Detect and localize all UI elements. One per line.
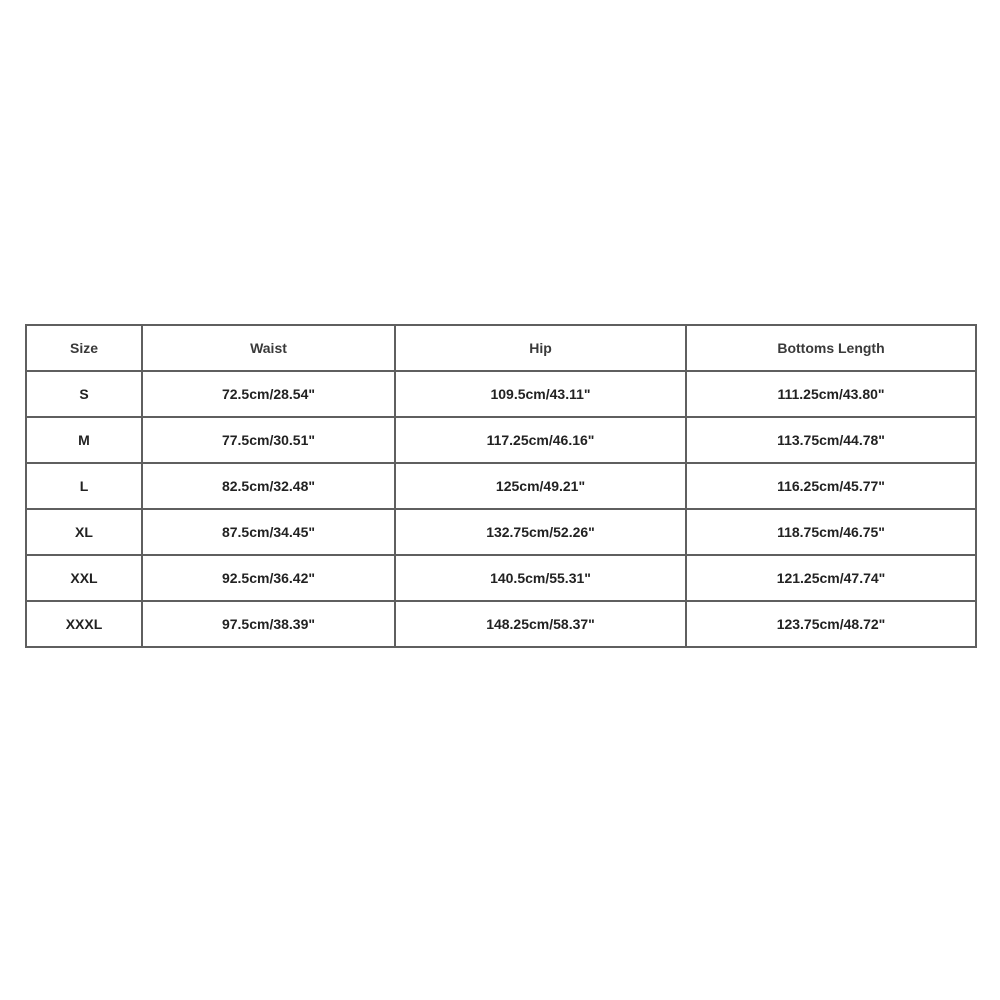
cell-hip: 109.5cm/43.11" <box>395 371 686 417</box>
header-hip: Hip <box>395 325 686 371</box>
cell-waist: 77.5cm/30.51" <box>142 417 395 463</box>
header-waist: Waist <box>142 325 395 371</box>
cell-bottoms-length: 118.75cm/46.75" <box>686 509 976 555</box>
cell-waist: 72.5cm/28.54" <box>142 371 395 417</box>
table-row <box>26 463 976 509</box>
cell-size: S <box>26 371 142 417</box>
cell-hip: 117.25cm/46.16" <box>395 417 686 463</box>
cell-hip: 148.25cm/58.37" <box>395 601 686 647</box>
cell-bottoms-length: 113.75cm/44.78" <box>686 417 976 463</box>
cell-waist: 87.5cm/34.45" <box>142 509 395 555</box>
header-bottoms-length: Bottoms Length <box>686 325 976 371</box>
cell-bottoms-length: 116.25cm/45.77" <box>686 463 976 509</box>
cell-waist: 97.5cm/38.39" <box>142 601 395 647</box>
table-row <box>26 509 976 555</box>
table-row <box>26 601 976 647</box>
header-row <box>26 325 976 371</box>
cell-hip: 140.5cm/55.31" <box>395 555 686 601</box>
size-chart-table <box>25 324 977 648</box>
cell-bottoms-length: 111.25cm/43.80" <box>686 371 976 417</box>
table-header <box>26 325 976 371</box>
table-row <box>26 371 976 417</box>
cell-bottoms-length: 121.25cm/47.74" <box>686 555 976 601</box>
cell-hip: 132.75cm/52.26" <box>395 509 686 555</box>
cell-size: XL <box>26 509 142 555</box>
header-size: Size <box>26 325 142 371</box>
cell-waist: 82.5cm/32.48" <box>142 463 395 509</box>
cell-size: M <box>26 417 142 463</box>
cell-size: L <box>26 463 142 509</box>
table-body <box>26 371 976 647</box>
cell-waist: 92.5cm/36.42" <box>142 555 395 601</box>
table-row <box>26 417 976 463</box>
cell-size: XXL <box>26 555 142 601</box>
table-row <box>26 555 976 601</box>
cell-size: XXXL <box>26 601 142 647</box>
cell-bottoms-length: 123.75cm/48.72" <box>686 601 976 647</box>
cell-hip: 125cm/49.21" <box>395 463 686 509</box>
